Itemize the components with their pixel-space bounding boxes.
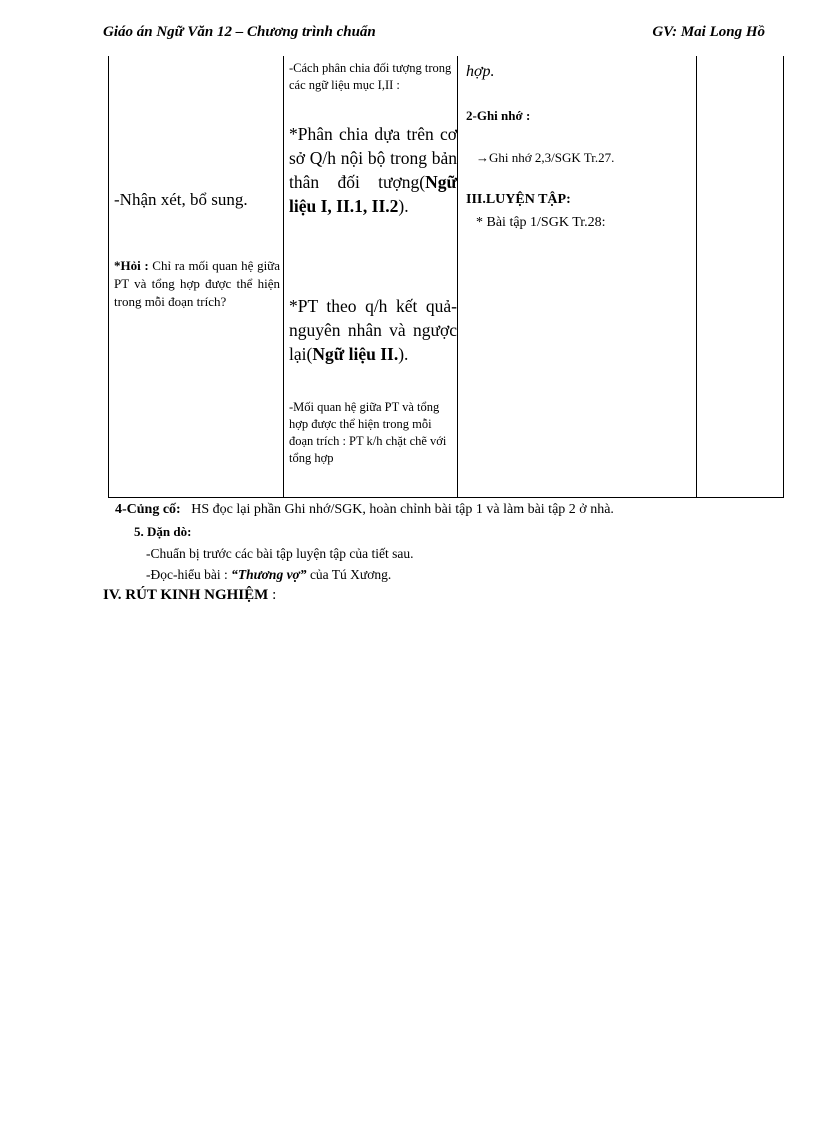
lessons-learned-label: IV. RÚT KINH NGHIỆM (103, 587, 269, 603)
analysis-cause-effect (289, 294, 457, 366)
analysis-end: ). (398, 344, 409, 364)
homework-item-2-suffix: của Tú Xương. (306, 567, 392, 582)
homework-poem-title: “Thương vợ” (231, 567, 307, 582)
table-border-right (783, 56, 784, 498)
analysis-text: *PT theo q/h kết quả-nguyên nhân và ngược lại( (289, 296, 457, 364)
analysis-synthesis-relation: -Mối quan hệ giữa PT và tổng hợp được thể hiện trong mỗi đoạn trích : PT k/h chặt chẽ với tổng hợp (289, 400, 447, 465)
consolidation-label: 4-Củng cố: (115, 502, 181, 517)
lessons-learned (103, 587, 276, 604)
division-basis-end: ). (398, 196, 409, 216)
page-header (103, 24, 765, 46)
division-intro: -Cách phân chia đối tượng trong các ngữ liệu mục I,II : (289, 61, 452, 92)
question-label: *Hỏi : (114, 258, 149, 273)
header-course-title: Giáo án Ngữ Văn 12 – Chương trình chuẩn (103, 24, 376, 40)
lesson-table (108, 56, 784, 498)
consolidation (115, 502, 614, 518)
luyentap-title: III.LUYỆN TẬP: (466, 192, 571, 207)
ghinho-reference: →Ghi nhớ 2,3/SGK Tr.27. (476, 150, 615, 165)
homework-item-2-prefix: -Đọc-hiểu bài : (146, 567, 232, 582)
division-basis-reference: Ngữ liệu I, II.1, II.2 (289, 172, 457, 216)
analysis-reference: Ngữ liệu II. (312, 344, 399, 364)
homework-title: 5. Dặn dò: (134, 524, 192, 539)
continued-text: hợp. (466, 63, 495, 80)
division-basis (289, 122, 457, 218)
consolidation-text: HS đọc lại phần Ghi nhớ/SGK, hoàn chỉnh bài tập 1 và làm bài tập 2 ở nhà. (191, 502, 614, 517)
table-divider-3 (696, 56, 697, 498)
table-border-bottom (108, 497, 784, 498)
homework-item-2 (146, 567, 391, 583)
table-divider-2 (457, 56, 458, 498)
homework-label (134, 524, 191, 540)
ghinho-title: 2-Ghi nhớ : (466, 108, 531, 123)
lessons-learned-colon: : (272, 587, 277, 603)
table-divider-1 (283, 56, 284, 498)
teacher-question (114, 257, 280, 311)
table-border-left (108, 56, 109, 498)
exercise-1: * Bài tập 1/SGK Tr.28: (476, 215, 606, 230)
header-teacher: GV: Mai Long Hồ (652, 24, 765, 40)
teacher-remark: -Nhận xét, bổ sung. (114, 190, 248, 209)
homework-item-1: -Chuẩn bị trước các bài tập luyện tập của tiết sau. (146, 546, 414, 561)
division-basis-text: *Phân chia dựa trên cơ sở Q/h nội bộ trong bản thân đối tượng( (289, 124, 457, 192)
question-text: Chỉ ra mối quan hệ giữa PT và tổng hợp được thể hiện trong mỗi đoạn trích? (114, 258, 280, 309)
